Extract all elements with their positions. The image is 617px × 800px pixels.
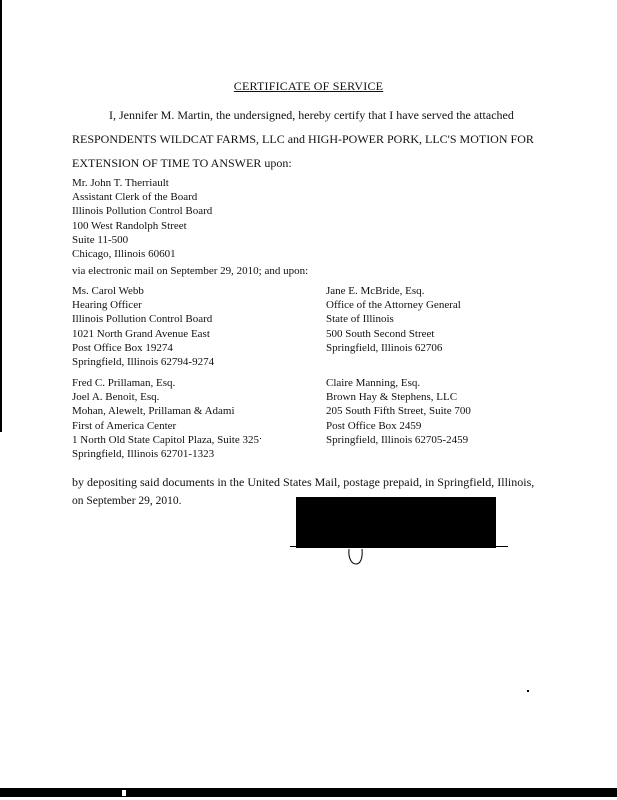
deposit-line-1: by depositing said documents in the United States Mail, postage prepaid, in Springfield, Illinois, — [72, 475, 535, 489]
scan-speck — [260, 438, 261, 439]
address-line: Post Office Box 2459 — [326, 419, 422, 432]
scan-speck — [527, 690, 529, 692]
address-line: 205 South Fifth Street, Suite 700 — [326, 405, 471, 418]
recipient-jane-mcbride — [326, 284, 461, 355]
address-line: Hearing Officer — [72, 299, 142, 312]
address-line: Springfield, Illinois 62701-1323 — [72, 448, 215, 461]
address-line: 500 South Second Street — [326, 327, 435, 340]
address-line: Post Office Box 19274 — [72, 341, 173, 354]
address-line: Chicago, Illinois 60601 — [72, 248, 176, 261]
signature-line — [290, 546, 508, 547]
address-line: Joel A. Benoit, Esq. — [72, 391, 160, 404]
scan-left-edge-line — [0, 0, 2, 432]
address-line: Mr. John T. Therriault — [72, 177, 169, 189]
address-line: Ms. Carol Webb — [72, 285, 144, 297]
scan-bottom-edge-bar — [0, 788, 617, 797]
address-line: Fred C. Prillaman, Esq. — [72, 377, 176, 389]
scan-bottom-edge-gap — [122, 790, 126, 796]
address-line: Springfield, Illinois 62794-9274 — [72, 356, 215, 369]
address-line: Jane E. McBride, Esq. — [326, 285, 425, 297]
recipient-carol-webb — [72, 284, 214, 369]
address-line: Springfield, Illinois 62706 — [326, 341, 443, 354]
primary-recipient-address — [72, 176, 212, 261]
address-line: Mohan, Alewelt, Prillaman & Adami — [72, 405, 235, 418]
address-line: Brown Hay & Stephens, LLC — [326, 391, 458, 404]
address-line: 100 West Randolph Street — [72, 219, 187, 232]
address-line: State of Illinois — [326, 313, 394, 326]
recipient-claire-manning — [326, 376, 471, 447]
address-line: Suite 11-500 — [72, 233, 129, 246]
intro-line-1: I, Jennifer M. Martin, the undersigned, hereby certify that I have served the attached — [109, 108, 514, 122]
deposit-line-2: on September 29, 2010. — [72, 495, 182, 507]
signature-stroke-icon — [346, 547, 366, 567]
address-line: 1 North Old State Capitol Plaza, Suite 325 — [72, 433, 259, 446]
address-line: 1021 North Grand Avenue East — [72, 327, 210, 340]
intro-line-2: RESPONDENTS WILDCAT FARMS, LLC and HIGH-POWER PORK, LLC'S MOTION FOR — [72, 132, 534, 146]
address-line: Illinois Pollution Control Board — [72, 313, 213, 326]
signature-redaction-box — [296, 497, 496, 548]
via-electronic-mail-text: via electronic mail on September 29, 2010; and upon: — [72, 265, 309, 277]
recipient-prillaman-benoit — [72, 376, 259, 461]
address-line: Claire Manning, Esq. — [326, 377, 421, 389]
intro-line-3: EXTENSION OF TIME TO ANSWER upon: — [72, 156, 292, 170]
address-line: Assistant Clerk of the Board — [72, 191, 198, 204]
address-line: Illinois Pollution Control Board — [72, 205, 213, 218]
certificate-title: CERTIFICATE OF SERVICE — [233, 79, 384, 93]
address-line: Office of the Attorney General — [326, 299, 461, 312]
address-line: First of America Center — [72, 419, 177, 432]
address-line: Springfield, Illinois 62705-2459 — [326, 433, 469, 446]
